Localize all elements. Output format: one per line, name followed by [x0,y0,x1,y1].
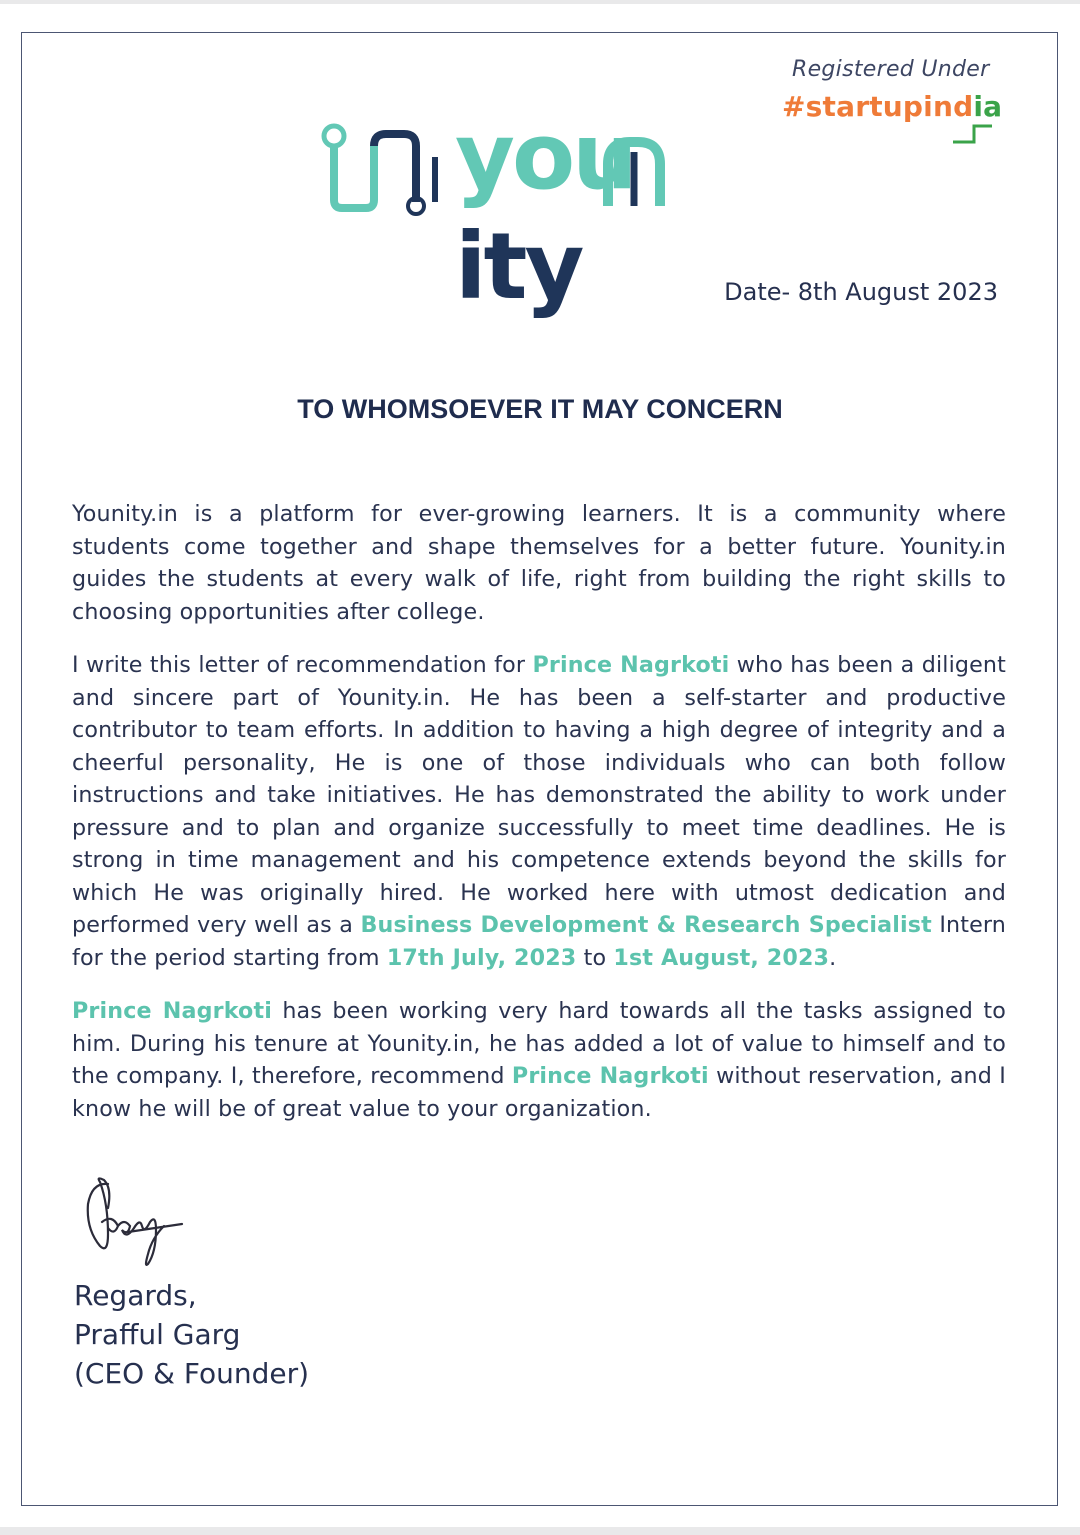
startupindia-hashtag-suffix: ia [973,90,1003,123]
intern-role: Business Development & Research Specialist [360,912,932,938]
paragraph-recommendation: I write this letter of recommendation for Prince Nagrkoti who has been a diligent and sincere part of Younity.in. He has been a self-starter and productive contributor to team efforts. In addition to having a high degree of integrity and a cheerful personality, He is one of those individuals who can both follow instructions and take initiatives. He has demonstrated the ability to work under pressure and to plan and organize successfully to meet time deadlines. He is strong in time management and his competence extends beyond the skills for which He was originally hired. He worked here with utmost dedication and performed very well as a Business Development & Research Specialist Intern for the period starting from 17th July, 2023 to 1st August, 2023. [72,652,1006,971]
regards-line: Regards, [74,1279,197,1312]
letter-date: Date- 8th August 2023 [724,278,998,306]
younity-logo [320,103,770,320]
startupindia-flag-mark-icon [950,120,995,146]
letter-body [72,498,1006,1146]
closing-block [74,1276,309,1393]
logo-text-ity: ity [455,213,582,320]
paragraph-intro: Younity.in is a platform for ever-growing learners. It is a community where students come together and shape themselves for a better future. Younity.in guides the students at every walk of life, right from building the right skills to choosing opportunities after college. [72,501,1006,625]
logo-n-glyph-icon [602,132,672,212]
letter-page [0,4,1080,1527]
start-date: 17th July, 2023 [386,944,577,971]
logo-text-you: you [455,103,635,210]
registered-under-label: Registered Under [792,57,990,82]
signer-title: (CEO & Founder) [74,1357,310,1390]
end-date: 1st August, 2023 [613,944,830,971]
letter-heading: TO WHOMSOEVER IT MAY CONCERN [297,394,783,424]
signer-name: Prafful Garg [74,1318,241,1351]
intern-name: Prince Nagrkoti [511,1063,709,1089]
intern-name: Prince Nagrkoti [532,652,730,678]
paragraph-endorsement: Prince Nagrkoti has been working very hard towards all the tasks assigned to him. During his tenure at Younity.in, he has added a lot of value to himself and to the company. I, therefore, recommend Prince Nagrkoti without reservation, and I know he will be of great value to your organization. [72,998,1006,1122]
intern-name: Prince Nagrkoti [72,998,272,1024]
circuit-head-logo-icon [320,122,440,227]
handwritten-signature [78,1174,198,1274]
startupindia-hashtag: #startupindia [782,90,1003,123]
